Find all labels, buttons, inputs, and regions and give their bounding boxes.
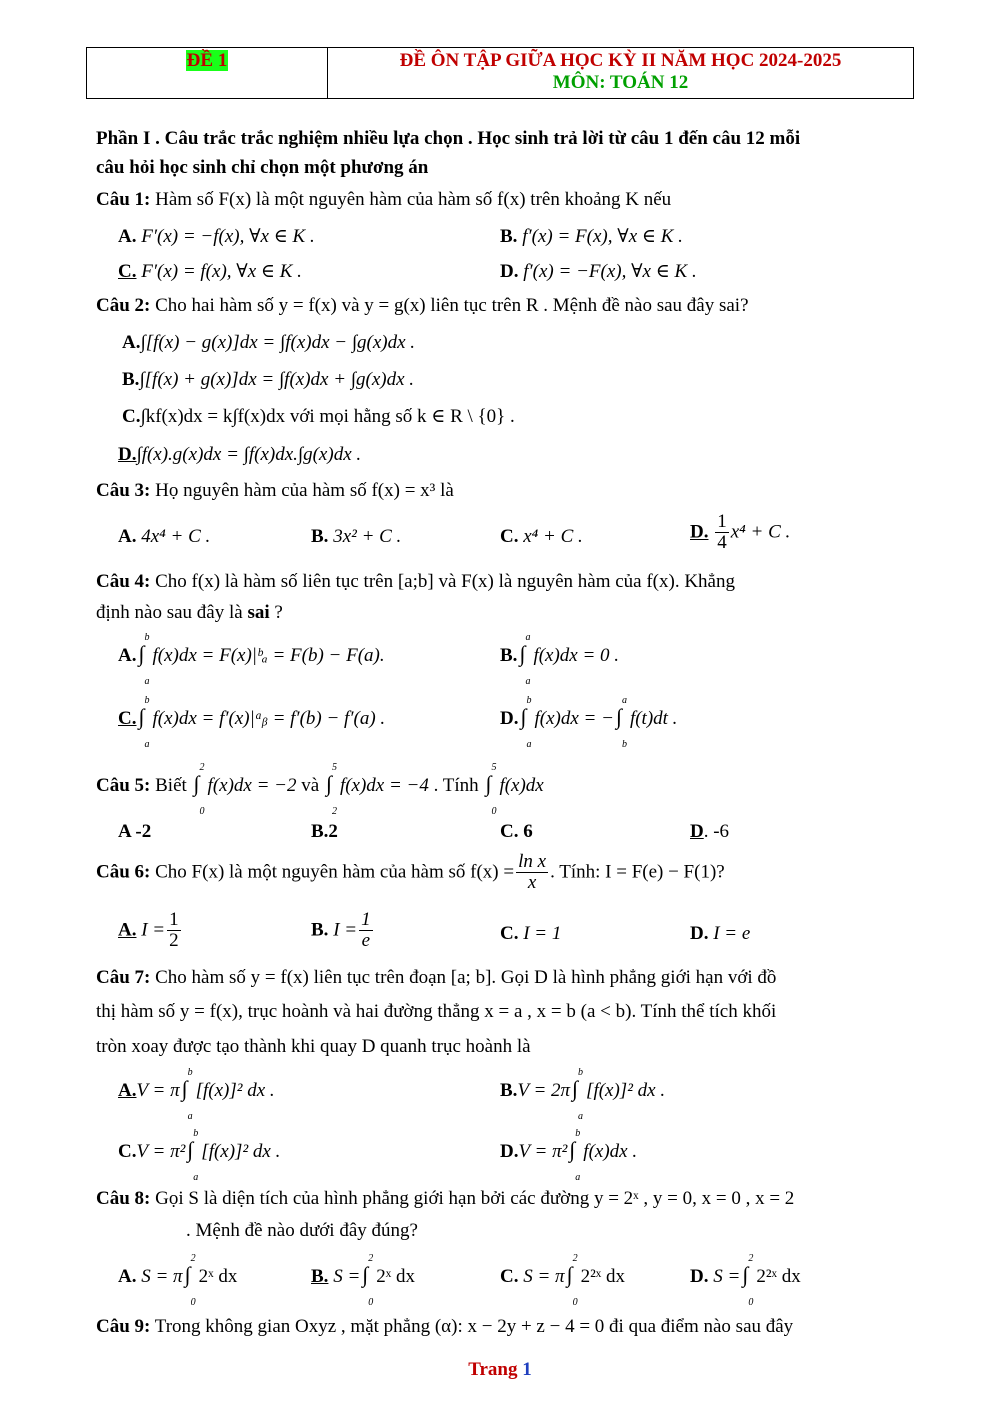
q1-option-d: D. f′(x) = −F(x), ∀x ∈ K . — [500, 261, 697, 282]
q8-option-a: A. S = π∫ 2 0 2ˣ dx — [118, 1253, 238, 1308]
q4-option-d: D.∫ b a f(x)dx = −∫ a b f(t)dt . — [500, 695, 678, 750]
integral-sign-icon: ∫ a b — [615, 695, 627, 750]
q5-stem: Câu 5: Biết ∫ 2 0 f(x)dx = −2 và ∫ 5 2 f(x)dx = −4 . Tính ∫ 5 0 f(x)dx — [96, 762, 544, 817]
page-footer — [0, 1359, 1000, 1381]
q1-text: Hàm số F(x) là một nguyên hàm của hàm số f(x) trên khoảng K nếu — [155, 189, 672, 210]
exam-code: ĐỀ 1 — [186, 50, 228, 71]
q3-option-c: C. x⁴ + C . — [500, 526, 583, 547]
q7-option-a: A.V = π∫ b a [f(x)]² dx . — [118, 1067, 275, 1122]
q1-option-b: B. f′(x) = F(x), ∀x ∈ K . — [500, 226, 683, 247]
q7-option-c: C.V = π²∫ b a [f(x)]² dx . — [118, 1128, 281, 1183]
q1-label: Câu 1: — [96, 189, 151, 210]
footer-label: Trang — [468, 1359, 518, 1380]
q6-option-c: C. I = 1 — [500, 923, 562, 944]
exam-code-cell — [87, 48, 328, 99]
q2-option-d: D.∫f(x).g(x)dx = ∫f(x)dx.∫g(x)dx . — [118, 444, 362, 465]
q8-line1: Câu 8: Gọi S là diện tích của hình phẳng giới hạn bởi các đường y = 2ˣ , y = 0, x = 0 , x = 2 — [96, 1188, 795, 1209]
q2-stem: Câu 2: Cho hai hàm số y = f(x) và y = g(x) liên tục trên R . Mệnh đề nào sau đây sai? — [96, 295, 749, 316]
q5-option-a: A -2 — [118, 821, 152, 842]
integral-sign-icon: ∫ 5 0 — [485, 762, 497, 817]
q4-option-c: C.∫ b a f(x)dx = f′(x)|ᵃᵦ = f′(b) − f′(a) . — [118, 695, 386, 750]
integral-sign-icon: ∫ 2 0 — [193, 762, 205, 817]
q8-line2: . Mệnh đề nào dưới đây đúng? — [186, 1220, 418, 1241]
exam-subject: MÔN: TOÁN 12 — [552, 72, 689, 93]
integral-sign-icon: ∫ 5 2 — [325, 762, 337, 817]
q4-option-b: B.∫ a a f(x)dx = 0 . — [500, 632, 620, 687]
header-table — [86, 47, 914, 99]
q2-option-a: A.∫[f(x) − g(x)]dx = ∫f(x)dx − ∫g(x)dx . — [122, 332, 416, 353]
integral-sign-icon: ∫ b a — [138, 695, 150, 750]
integral-sign-icon: ∫ b a — [138, 632, 150, 687]
q5-option-c: C. 6 — [500, 821, 533, 842]
q1-stem — [96, 188, 671, 212]
q9-stem: Câu 9: Trong không gian Oxyz , mặt phẳng (α): x − 2y + z − 4 = 0 đi qua điểm nào sau đây — [96, 1316, 794, 1337]
q6-option-b: B. I = $\frac{1}{e}$ — [311, 909, 371, 951]
q8-option-c: C. S = π∫ 2 0 2²ˣ dx — [500, 1253, 626, 1308]
part1-line1: Phần I . Câu trắc trắc nghiệm nhiều lựa chọn . Học sinh trả lời từ câu 1 đến câu 12 mỗi — [96, 128, 801, 149]
q6-stem: Câu 6: Cho F(x) là một nguyên hàm của hàm số f(x) = $\frac{\text{ln x}}{x}$ . Tính: I = F(e) − F(1)? — [96, 851, 725, 893]
q7-line3: tròn xoay được tạo thành khi quay D quanh trục hoành là — [96, 1036, 531, 1057]
integral-sign-icon: ∫ 2 0 — [742, 1253, 754, 1308]
q3-option-d: D. $\frac{1}{4}$ x⁴ + C . — [690, 511, 791, 553]
integral-sign-icon: ∫ b a — [187, 1128, 199, 1183]
q7-line2: thị hàm số y = f(x), trục hoành và hai đường thẳng x = a , x = b (a < b). Tính thể tích khối — [96, 1001, 777, 1022]
integral-sign-icon: ∫ 2 0 — [566, 1253, 578, 1308]
q5-option-b: B.2 — [311, 821, 338, 842]
q8-option-b: B. S =∫ 2 0 2ˣ dx — [311, 1253, 416, 1308]
q2-option-c: C.∫kf(x)dx = k∫f(x)dx với mọi hằng số k ∈ R \ {0} . — [122, 406, 515, 427]
q4-option-a: A.∫ b a f(x)dx = F(x)|ᵇₐ = F(b) − F(a). — [118, 632, 385, 687]
page-number: 1 — [522, 1359, 532, 1380]
q6-option-d: D. I = e — [690, 923, 751, 944]
integral-sign-icon: ∫ b a — [520, 695, 532, 750]
q3-option-a: A. 4x⁴ + C . — [118, 526, 211, 547]
integral-sign-icon: ∫ b a — [181, 1067, 193, 1122]
integral-sign-icon: ∫ a a — [519, 632, 531, 687]
q4-line2: định nào sau đây là sai ? — [96, 602, 283, 623]
exam-title: ĐỀ ÔN TẬP GIỮA HỌC KỲ II NĂM HỌC 2024-2025 — [399, 50, 842, 71]
q1-option-c: C. F′(x) = f(x), ∀x ∈ K . — [118, 261, 302, 282]
q4-line1: Câu 4: Cho f(x) là hàm số liên tục trên [a;b] và F(x) là nguyên hàm của f(x). Khẳng — [96, 571, 735, 592]
q7-line1: Câu 7: Cho hàm số y = f(x) liên tục trên đoạn [a; b]. Gọi D là hình phẳng giới hạn với đồ — [96, 967, 777, 988]
q5-option-d: D. -6 — [690, 821, 730, 842]
q3-stem: Câu 3: Họ nguyên hàm của hàm số f(x) = x³ là — [96, 480, 454, 501]
integral-sign-icon: ∫ 2 0 — [184, 1253, 196, 1308]
integral-sign-icon: ∫ b a — [572, 1067, 584, 1122]
q7-option-d: D.V = π²∫ b a f(x)dx . — [500, 1128, 638, 1183]
exam-title-cell — [328, 48, 914, 99]
q1-option-a: A. F′(x) = −f(x), ∀x ∈ K . — [118, 226, 315, 247]
part1-line2: câu hỏi học sinh chỉ chọn một phương án — [96, 157, 429, 178]
integral-sign-icon: ∫ b a — [569, 1128, 581, 1183]
q8-option-d: D. S =∫ 2 0 2²ˣ dx — [690, 1253, 801, 1308]
integral-sign-icon: ∫ 2 0 — [362, 1253, 374, 1308]
q2-option-b: B.∫[f(x) + g(x)]dx = ∫f(x)dx + ∫g(x)dx . — [122, 369, 415, 390]
q6-option-a: A. I = $\frac{1}{2}$ — [118, 909, 179, 951]
q7-option-b: B.V = 2π∫ b a [f(x)]² dx . — [500, 1067, 666, 1122]
q3-option-b: B. 3x² + C . — [311, 526, 402, 547]
